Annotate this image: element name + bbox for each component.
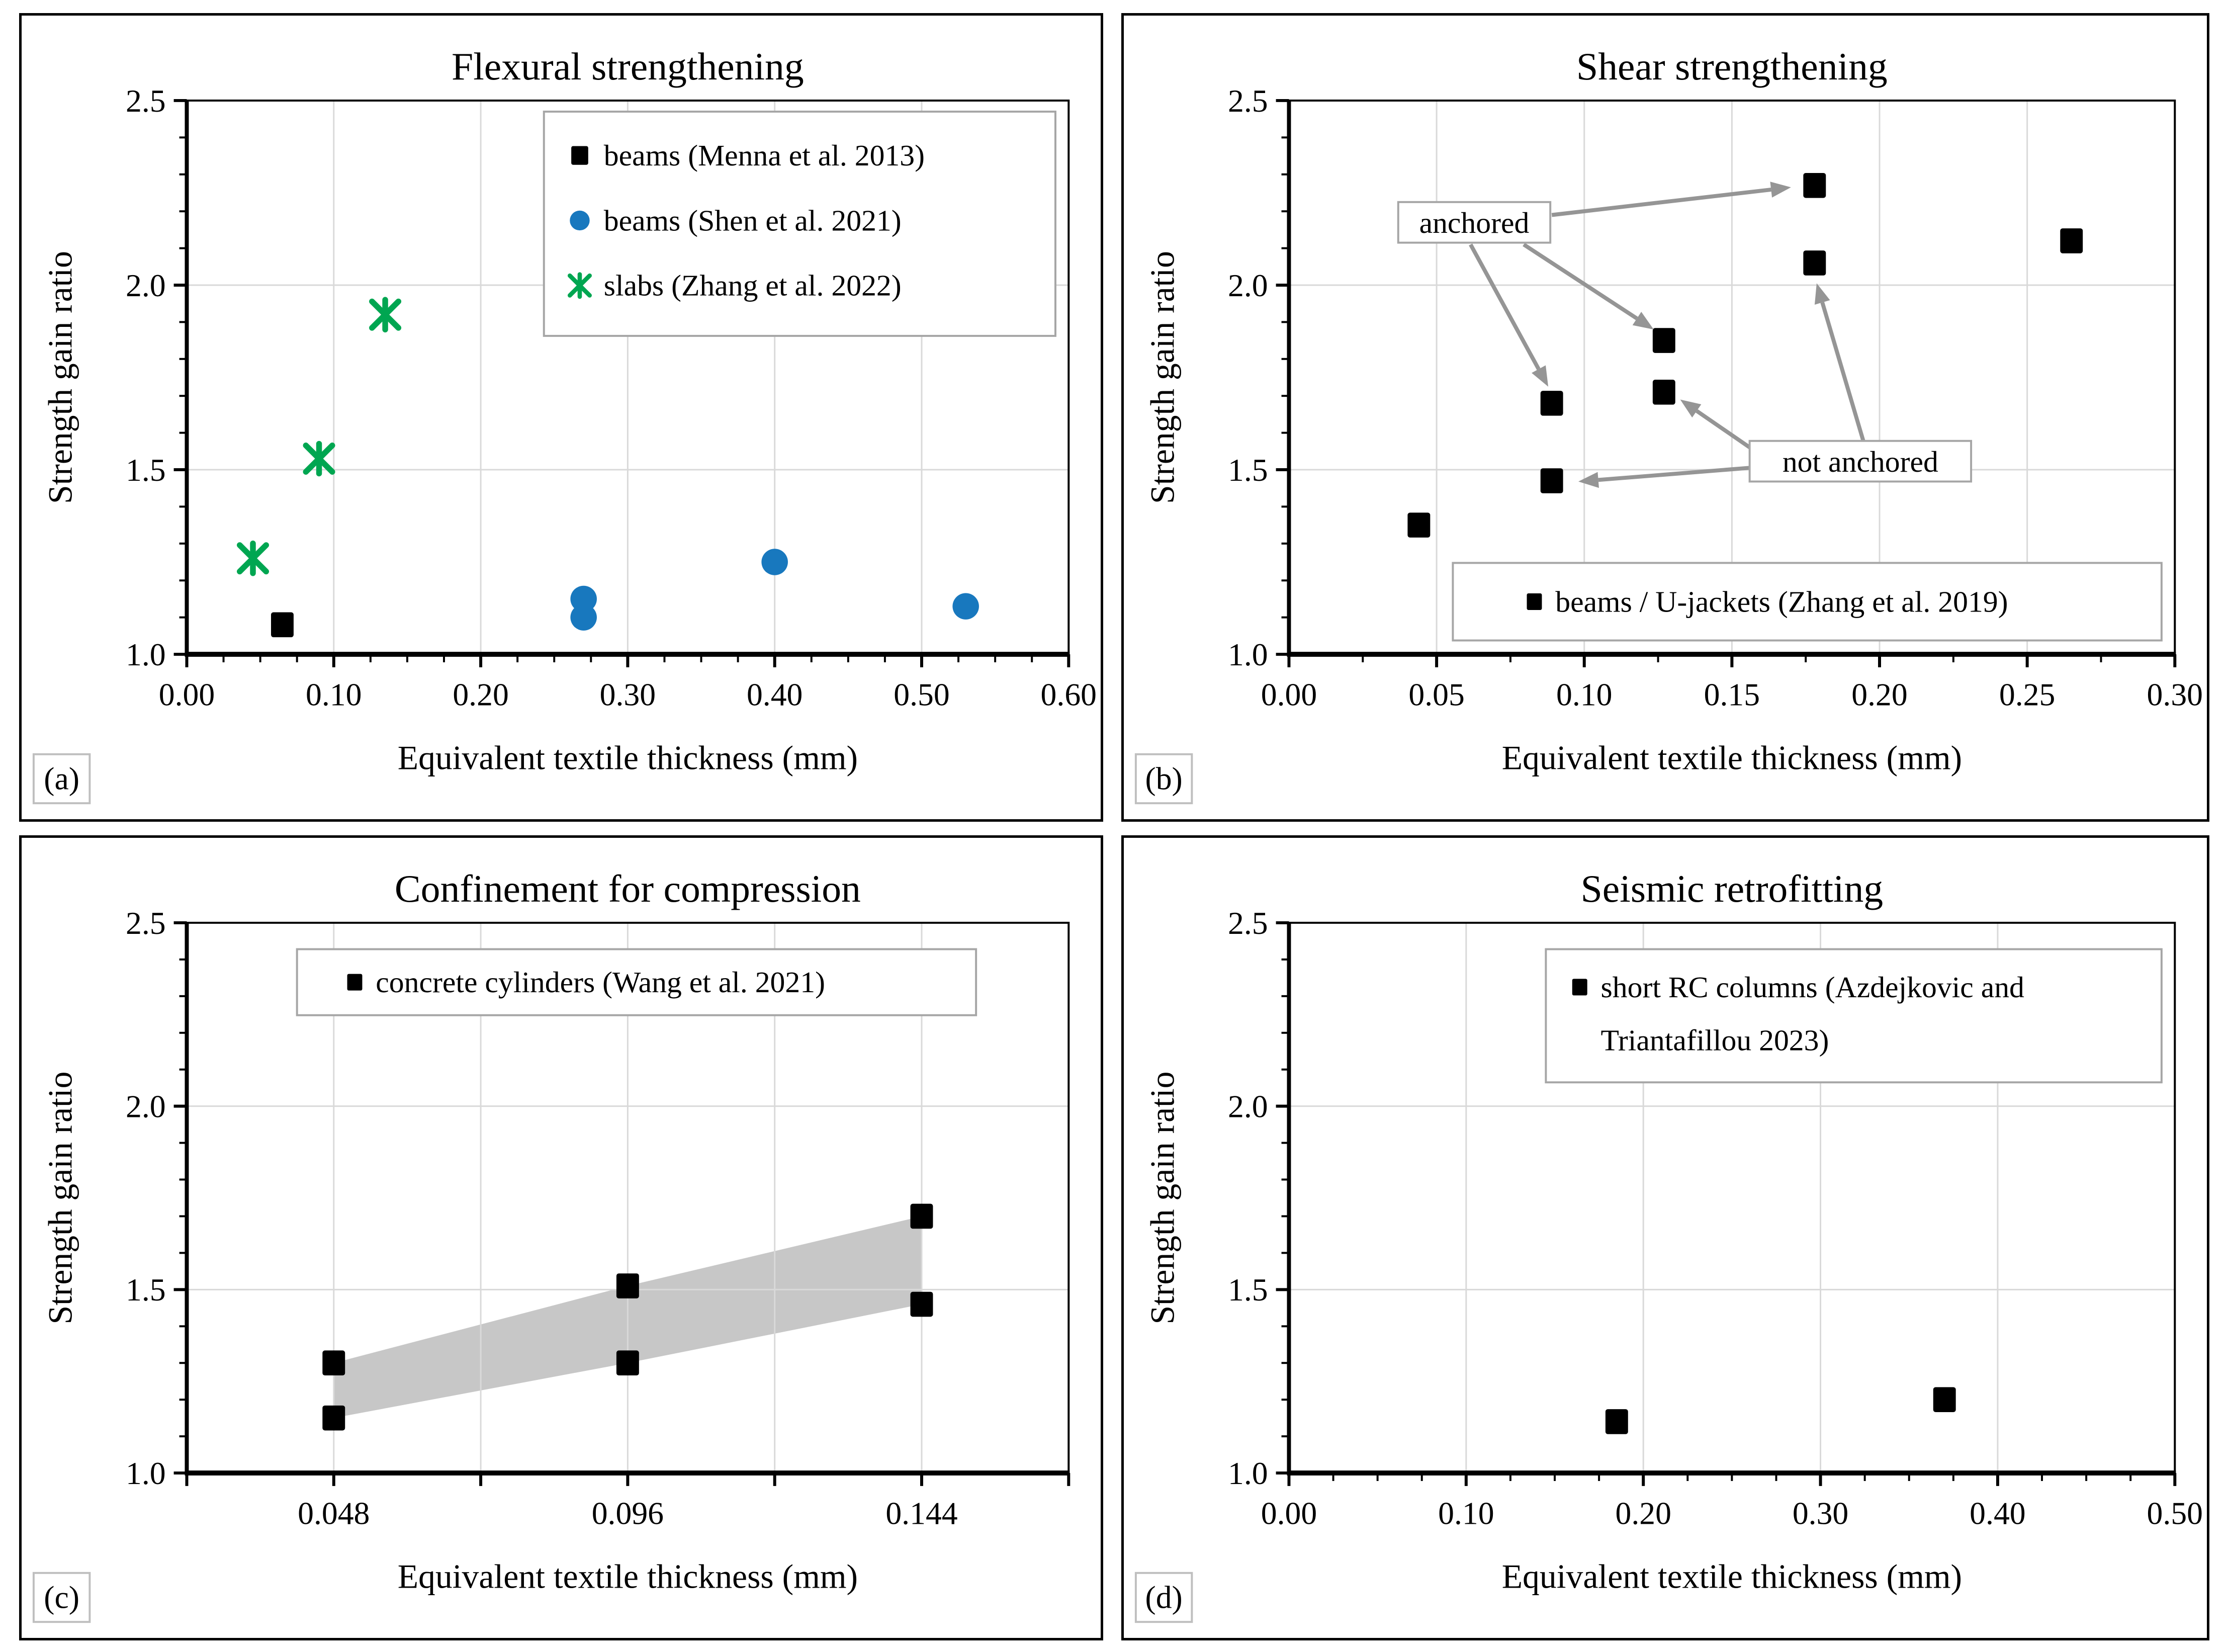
y-tick-label: 2.0	[1228, 1088, 1268, 1124]
chart-title: Seismic retrofitting	[1580, 867, 1884, 911]
x-tick-label: 0.10	[1556, 676, 1613, 713]
chart-b-shear	[1124, 16, 2207, 819]
legend	[1546, 949, 2161, 1082]
legend-marker-square	[1572, 979, 1587, 995]
legend-entry-label: Triantafillou 2023)	[1600, 1023, 1829, 1057]
legend-box	[1546, 949, 2161, 1082]
x-tick-label: 0.60	[1040, 676, 1097, 713]
data-point-square	[911, 1204, 933, 1229]
x-tick-label: 0.144	[885, 1495, 958, 1531]
x-tick-label: 0.40	[746, 676, 803, 713]
x-tick-label: 0.25	[1999, 676, 2056, 713]
legend	[297, 949, 976, 1015]
data-point-x-star	[372, 300, 399, 329]
x-tick-label: 0.30	[2147, 676, 2203, 713]
x-tick-label: 0.20	[1615, 1495, 1671, 1531]
data-point-square	[1541, 468, 1563, 493]
chart-d-seismic	[1124, 838, 2207, 1638]
data-point-square	[2060, 228, 2083, 253]
y-tick-label: 2.5	[1228, 905, 1268, 941]
y-tick-label: 1.0	[126, 1455, 166, 1491]
data-point-circle	[952, 593, 979, 619]
chart-title: Flexural strengthening	[452, 45, 804, 89]
legend-marker-square	[571, 146, 588, 165]
y-tick-label: 1.0	[1228, 1455, 1268, 1491]
x-tick-label: 0.00	[1261, 1495, 1317, 1531]
data-point-square	[911, 1292, 933, 1317]
panel-letter-label: (b)	[1145, 760, 1183, 797]
legend-marker-square	[347, 974, 363, 991]
x-tick-label: 0.10	[306, 676, 362, 713]
legend-entry-label: beams (Menna et al. 2013)	[603, 139, 925, 172]
annotation-box	[1398, 202, 1550, 243]
data-point-square	[1653, 380, 1675, 405]
x-tick-label: 0.50	[2147, 1495, 2203, 1531]
data-point-square	[616, 1273, 639, 1298]
arrow-head	[1633, 312, 1654, 329]
series-2	[240, 300, 399, 573]
data-point-square	[1933, 1387, 1956, 1412]
x-axis-label: Equivalent textile thickness (mm)	[397, 1557, 858, 1596]
data-point-square	[1606, 1409, 1628, 1434]
data-point-square	[1541, 391, 1563, 416]
chart-c-confinement	[22, 838, 1101, 1638]
y-tick-label: 2.0	[1228, 267, 1268, 303]
legend-entry-label: short RC columns (Azdejkovic and	[1600, 970, 2024, 1004]
y-tick-label: 2.5	[126, 905, 166, 941]
x-tick-label: 0.05	[1408, 676, 1465, 713]
legend-marker-circle	[570, 211, 589, 230]
panel-letter-box	[34, 754, 90, 803]
panel-b	[1121, 13, 2209, 822]
arrow-line	[1471, 244, 1539, 369]
data-point-square	[322, 1406, 345, 1431]
arrow-head	[1815, 283, 1830, 305]
panel-letter-label: (a)	[44, 760, 79, 797]
y-tick-label: 2.5	[1228, 82, 1268, 119]
legend	[1453, 563, 2161, 640]
x-tick-label: 0.30	[1792, 1495, 1849, 1531]
x-tick-label: 0.00	[158, 676, 215, 713]
annotation-arrow	[1578, 468, 1750, 488]
series-0	[1606, 1387, 1956, 1434]
x-axis-label: Equivalent textile thickness (mm)	[1501, 1557, 1963, 1596]
data-point-x-star	[306, 444, 332, 473]
x-axis-label: Equivalent textile thickness (mm)	[397, 739, 858, 777]
arrow-head	[1532, 365, 1548, 387]
annotation-arrow	[1815, 283, 1863, 441]
annotation-label: not anchored	[1782, 445, 1938, 478]
y-tick-label: 1.5	[126, 1272, 166, 1308]
x-tick-label: 0.20	[453, 676, 509, 713]
legend-entry-label: beams (Shen et al. 2021)	[603, 204, 902, 237]
panel-a	[19, 13, 1103, 822]
arrow-line	[1822, 302, 1863, 441]
data-point-x-star	[240, 544, 266, 573]
x-tick-label: 0.40	[1970, 1495, 2026, 1531]
annotation-arrow	[1471, 244, 1548, 387]
y-axis-label: Strength gain ratio	[1143, 1071, 1182, 1325]
data-point-square	[1803, 173, 1826, 198]
panel-c	[19, 835, 1103, 1640]
x-tick-label: 0.096	[591, 1495, 664, 1531]
legend-entry-label: beams / U-jackets (Zhang et al. 2019)	[1555, 585, 2008, 619]
legend-entry-label: slabs (Zhang et al. 2022)	[603, 269, 902, 302]
x-tick-label: 0.00	[1261, 676, 1317, 713]
x-tick-label: 0.15	[1704, 676, 1760, 713]
arrow-head	[1680, 400, 1702, 418]
arrow-head	[1578, 472, 1599, 488]
annotation-arrow	[1680, 400, 1753, 450]
y-tick-label: 2.0	[126, 267, 166, 303]
y-tick-label: 1.0	[1228, 636, 1268, 672]
panel-letter-box	[1136, 754, 1192, 803]
data-point-square	[1653, 328, 1675, 353]
panel-letter-box	[34, 1573, 90, 1622]
x-tick-label: 0.30	[599, 676, 656, 713]
annotation-label: anchored	[1419, 206, 1530, 240]
y-axis-label: Strength gain ratio	[1143, 251, 1182, 504]
x-tick-label: 0.50	[894, 676, 950, 713]
legend-entry-label: concrete cylinders (Wang et al. 2021)	[376, 966, 825, 999]
y-tick-label: 1.5	[126, 452, 166, 488]
annotation-arrow	[1552, 182, 1791, 215]
data-point-square	[616, 1350, 639, 1375]
data-point-circle	[570, 604, 597, 630]
panel-d	[1121, 835, 2209, 1640]
panel-letter-label: (d)	[1145, 1579, 1183, 1615]
legend-marker-square	[1527, 593, 1542, 610]
annotation-arrow	[1524, 244, 1653, 329]
x-axis-label: Equivalent textile thickness (mm)	[1501, 739, 1963, 777]
y-tick-label: 2.0	[126, 1088, 166, 1124]
data-point-square	[271, 613, 294, 638]
arrow-line	[1524, 244, 1637, 318]
panel-letter-box	[1136, 1573, 1192, 1622]
data-point-square	[1407, 512, 1430, 538]
chart-a-flexural	[22, 16, 1101, 819]
data-point-square	[322, 1350, 345, 1375]
y-axis-label: Strength gain ratio	[41, 1071, 79, 1325]
chart-title: Confinement for compression	[394, 867, 861, 911]
chart-title: Shear strengthening	[1576, 45, 1888, 89]
annotation-box	[1750, 441, 1971, 482]
series-0	[271, 613, 294, 638]
y-tick-label: 1.5	[1228, 1272, 1268, 1308]
data-point-circle	[761, 549, 788, 575]
y-tick-label: 1.0	[126, 636, 166, 672]
y-tick-label: 1.5	[1228, 452, 1268, 488]
panel-letter-label: (c)	[44, 1579, 79, 1615]
arrow-line	[1697, 411, 1752, 450]
x-tick-label: 0.20	[1851, 676, 1908, 713]
y-tick-label: 2.5	[126, 82, 166, 119]
data-point-square	[1803, 250, 1826, 276]
x-tick-label: 0.048	[298, 1495, 370, 1531]
legend	[544, 112, 1055, 336]
x-tick-label: 0.10	[1438, 1495, 1494, 1531]
arrow-head	[1770, 182, 1791, 198]
y-axis-label: Strength gain ratio	[41, 251, 79, 504]
